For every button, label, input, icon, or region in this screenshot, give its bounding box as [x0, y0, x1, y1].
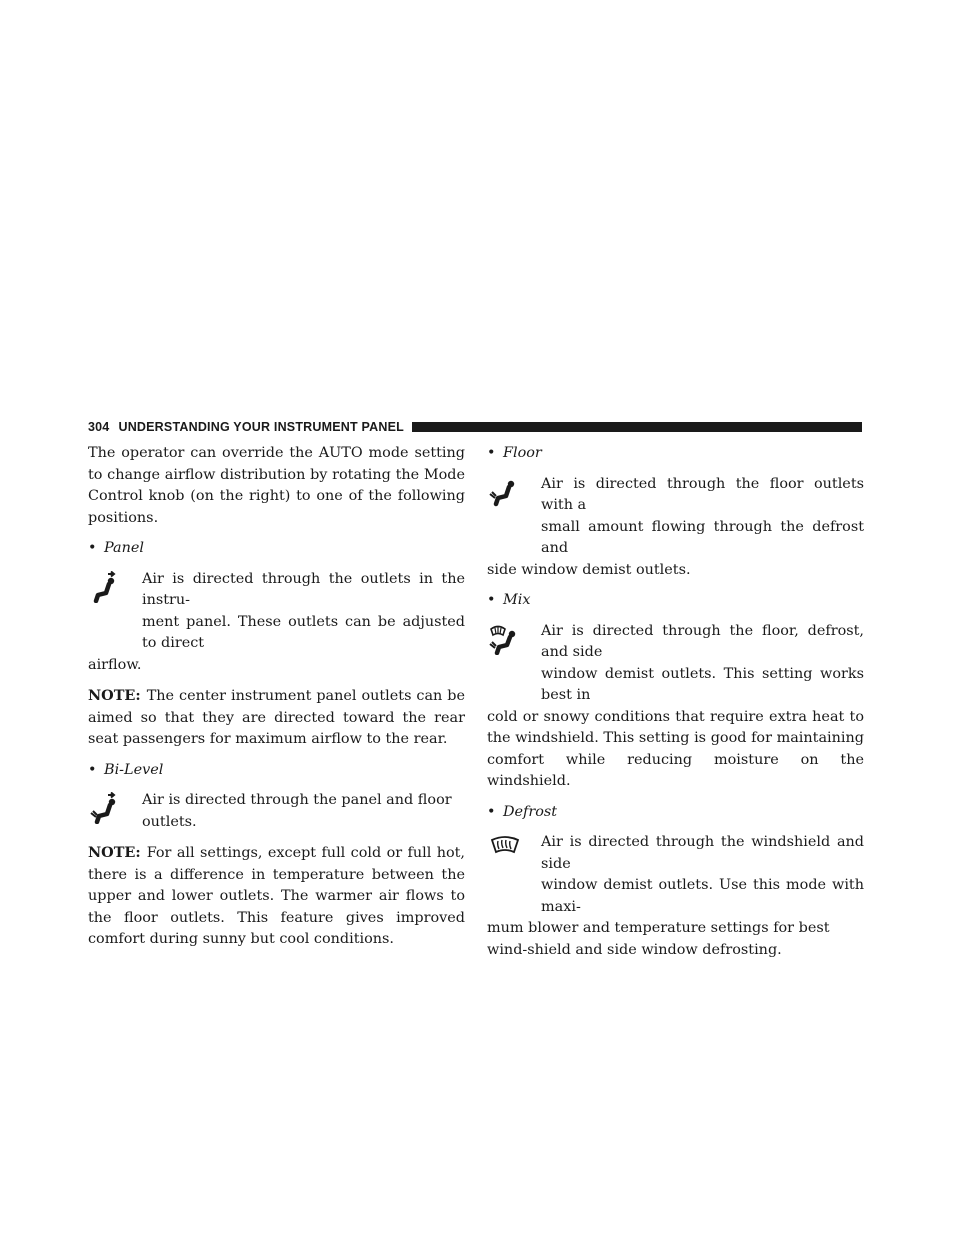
note-temperature: NOTE: For all settings, except full cold or full hot, there is a difference in temperature between the upper and lower outlets. The warmer air flows to the floor outlets. This feature gives improved comfort during sunny but cool conditions. — [88, 844, 465, 947]
panel-heading: • Panel — [88, 540, 145, 556]
mix-heading: • Mix — [487, 592, 531, 608]
left-column — [88, 443, 465, 960]
header-rule — [412, 422, 862, 432]
section-title: UNDERSTANDING YOUR INSTRUMENT PANEL — [118, 420, 404, 434]
note-panel-outlets: NOTE: The center instrument panel outlets can be aimed so that they are directed toward the rear seat passengers for maximum airflow to the rear. — [88, 687, 465, 747]
defrost-mode-icon — [489, 834, 521, 866]
defrost-entry: Air is directed through the windshield and side window demist outlets. Use this mode with maxi- mum blower and temperature settings for best wind-shield and side window defrosting. — [487, 834, 864, 958]
panel-mode-icon — [90, 571, 122, 603]
bilevel-mode-icon — [90, 792, 122, 824]
defrost-heading: • Defrost — [487, 803, 558, 820]
floor-mode-icon — [489, 476, 521, 508]
page-header — [88, 419, 862, 435]
panel-entry: Air is directed through the outlets in the instru- ment panel. These outlets can be adjusted to direct airflow. — [88, 570, 465, 673]
right-column — [487, 443, 864, 970]
page-number: 304 — [88, 420, 110, 434]
bilevel-entry: Air is directed through the panel and floor outlets. — [88, 790, 465, 833]
floor-entry: Air is directed through the floor outlets with a small amount flowing through the defrost and side window demist outlets. — [487, 475, 864, 578]
mix-entry: Air is directed through the floor, defrost, and side window demist outlets. This setting works best in cold or snowy conditions that require extra heat to the windshield. This setting is good for maintaining comfort while reducing moisture on the windshield. — [487, 622, 864, 789]
intro-paragraph: The operator can override the AUTO mode setting to change airflow distribution by rotating the Mode Control knob (on the right) to one of the following positions. — [88, 445, 465, 526]
mix-mode-icon — [489, 623, 521, 655]
bilevel-heading: • Bi-Level — [88, 761, 164, 778]
floor-heading: • Floor — [487, 445, 542, 461]
